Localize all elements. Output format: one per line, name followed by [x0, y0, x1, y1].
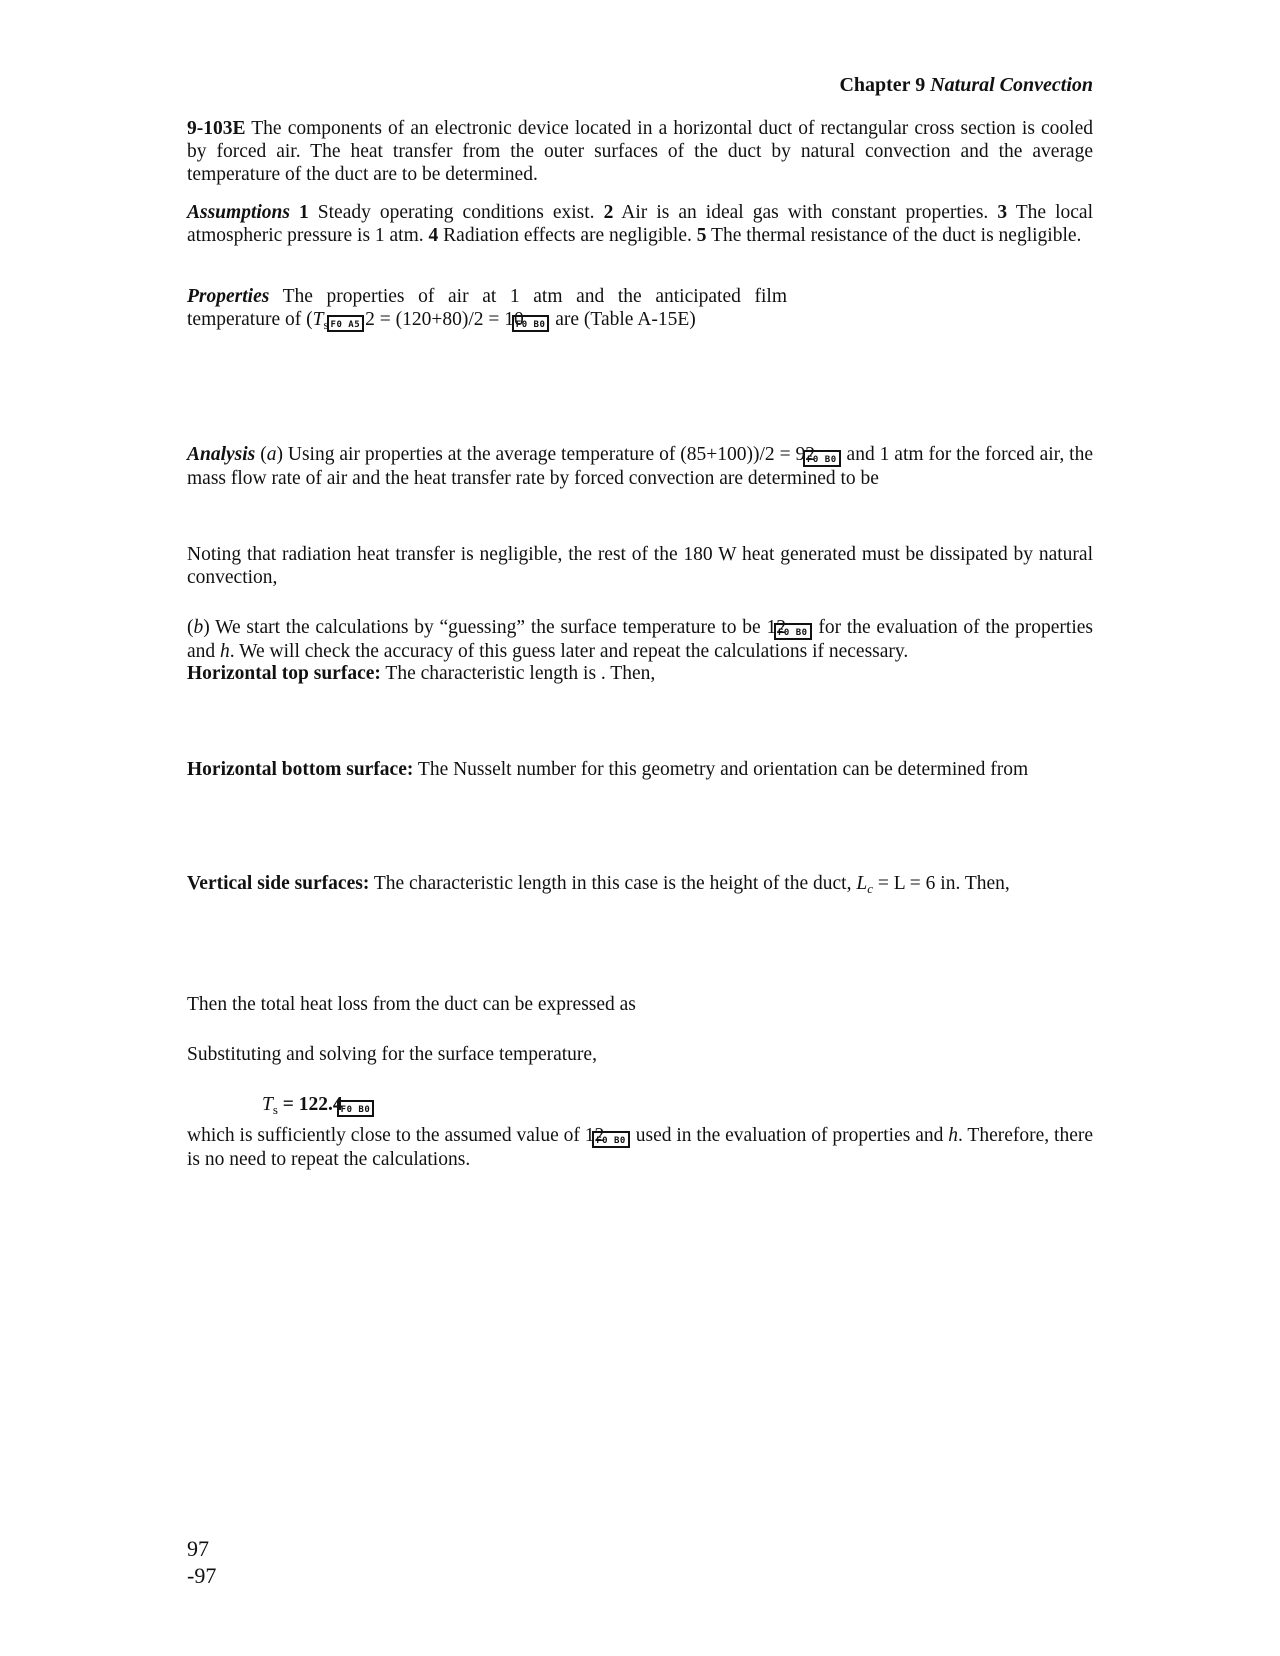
problem-statement: [187, 117, 1093, 186]
lc-subscript: c: [867, 881, 873, 896]
chapter-subject: Natural Convection: [930, 74, 1093, 96]
assumptions-label: Assumptions: [187, 202, 290, 223]
assumption-text: The thermal resistance of the duct is negligible.: [711, 225, 1082, 246]
assumption-text: Radiation effects are negligible.: [443, 225, 692, 246]
assumptions-paragraph: [187, 201, 1093, 247]
noting-paragraph: Noting that radiation heat transfer is negligible, the rest of the 180 W heat generated must be dissipated by natural convection,: [187, 544, 1093, 588]
missing-glyph-icon: F0 B0: [337, 1100, 375, 1117]
bottom-surface-paragraph: [187, 758, 1093, 781]
missing-glyph-icon: F0 B0: [803, 450, 841, 467]
top-surface-paragraph: [187, 662, 1093, 685]
part-b-text: . We will check the accuracy of this guess later and repeat the calculations if necessary.: [229, 641, 909, 662]
result-subscript: s: [272, 1102, 278, 1117]
part-b-paragraph: (b) We start the calculations by “guessing” the surface temperature to be 12F0 B0 for the evaluation of the properties and h. We will check the accuracy of this guess later and repeat the calculations if necessary.: [187, 617, 1093, 662]
top-surface-text: The characteristic length is . Then,: [385, 663, 656, 684]
conclusion-text: which is sufficiently close to the assumed value of 12: [187, 1125, 605, 1146]
h-variable: h: [948, 1125, 958, 1146]
vertical-surface-paragraph: [187, 872, 1093, 895]
part-b-text: We start the calculations by “guessing” the surface temperature to be 12: [215, 617, 786, 638]
properties-line-1: [187, 285, 787, 308]
result-value: = 122.4: [282, 1094, 343, 1115]
missing-glyph-icon: F0 A5: [327, 315, 365, 332]
properties-label: Properties: [187, 286, 270, 307]
missing-glyph-icon: F0 B0: [592, 1131, 630, 1148]
analysis-text: Using air properties at the average temperature of (85+100))/2 = 92: [287, 444, 816, 465]
properties-text: are (Table A-15E): [555, 309, 696, 330]
vertical-surface-label: Vertical side surfaces:: [187, 873, 370, 894]
properties-text: temperature of (: [187, 309, 313, 330]
total-heat-loss-text: Then the total heat loss from the duct can be expressed as: [187, 994, 636, 1015]
assumption-text: Steady operating conditions exist.: [317, 202, 595, 223]
part-b-label: b: [193, 617, 204, 638]
bottom-surface-text: The Nusselt number for this geometry and orientation can be determined from: [417, 759, 1029, 780]
substituting-text: Substituting and solving for the surface temperature,: [187, 1044, 597, 1065]
part-a-label: a: [266, 444, 277, 465]
assumption-num: 5: [696, 225, 707, 246]
properties-line-2: [187, 308, 696, 332]
problem-text: The components of an electronic device located in a horizontal duct of rectangular cross section is cooled by forced air. The heat transfer from the outer surfaces of the duct by natural convection and the average temperature of the duct are to be determined.: [187, 118, 1093, 185]
assumption-num: 1: [299, 202, 309, 223]
assumption-num: 2: [603, 202, 614, 223]
lc-variable: L: [856, 873, 868, 894]
part-b-text: for the evaluation of the properties and: [187, 617, 1093, 662]
assumption-num: 4: [428, 225, 439, 246]
properties-text: 2 = (120+80)/2 = 10: [365, 309, 524, 330]
assumption-text: The local atmospheric pressure is 1 atm.: [187, 202, 1094, 246]
page-number-secondary: -97: [187, 1563, 217, 1588]
properties-text: The properties of air at 1 atm and the anticipated film: [282, 286, 787, 307]
analysis-label: Analysis: [187, 444, 256, 465]
analysis-text: and 1 atm for the forced air, the mass flow rate of air and the heat transfer rate by forced convection are determined to be: [187, 444, 1094, 489]
vertical-surface-eq: = L = 6 in. Then,: [877, 873, 1010, 894]
assumption-num: 3: [997, 202, 1008, 223]
h-variable: h: [220, 641, 230, 662]
assumption-text: Air is an ideal gas with constant properties.: [621, 202, 989, 223]
missing-glyph-icon: F0 B0: [512, 315, 550, 332]
ts-subscript: s: [323, 317, 329, 332]
chapter-label: Chapter 9: [839, 74, 926, 96]
top-surface-label: Horizontal top surface:: [187, 663, 381, 684]
conclusion-paragraph: [187, 1124, 1093, 1171]
conclusion-text: . Therefore, there is no need to repeat the calculations.: [187, 1125, 1093, 1170]
analysis-paragraph: Analysis (a) Using air properties at the average temperature of (85+100))/2 = 92F0 B0 and 1 atm for the forced air, the mass flow rate of air and the heat transfer rate by forced convection are determined to be: [187, 444, 1094, 489]
conclusion-text: used in the evaluation of properties and: [635, 1125, 944, 1146]
page-number: 97: [187, 1536, 209, 1561]
bottom-surface-label: Horizontal bottom surface:: [187, 759, 414, 780]
page-header: [839, 74, 1093, 97]
missing-glyph-icon: F0 B0: [774, 623, 812, 640]
vertical-surface-text: The characteristic length in this case is the height of the duct,: [373, 873, 852, 894]
result-line: [262, 1094, 375, 1117]
ts-variable: T: [312, 309, 324, 330]
problem-number: 9-103E: [187, 118, 246, 139]
result-variable: T: [262, 1094, 273, 1115]
